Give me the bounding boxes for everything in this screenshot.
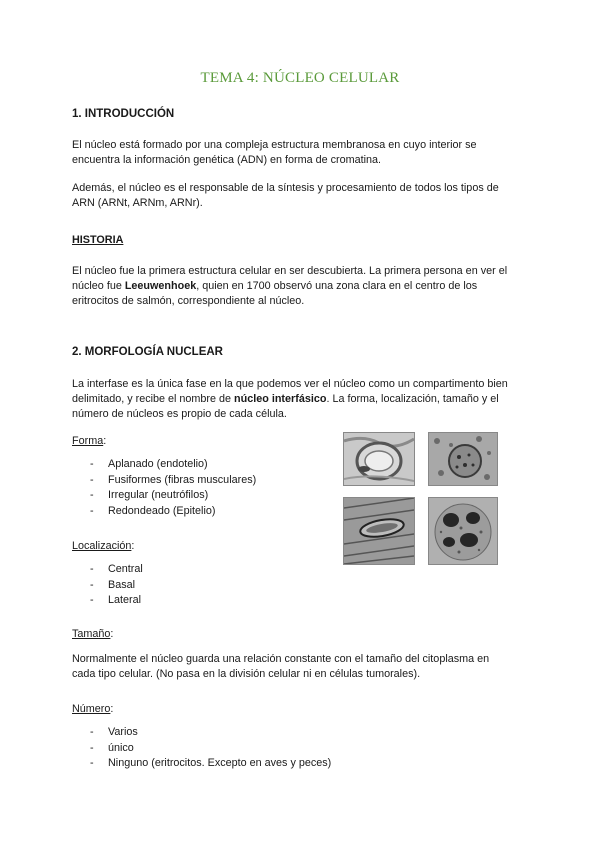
section-heading-introduccion: 1. INTRODUCCIÓN <box>72 108 175 120</box>
text-line: El núcleo fue la primera estructura celular en ser descubierta. La primera persona en ver el <box>72 265 508 277</box>
numero-list <box>90 725 331 772</box>
intro-paragraph-1 <box>72 138 532 168</box>
morfologia-paragraph <box>72 377 532 422</box>
subheading-localizacion: Localización: <box>72 540 135 552</box>
text-line: Normalmente el núcleo guarda una relación constante con el tamaño del citoplasma en <box>72 653 490 665</box>
list-item: - Irregular (neutrófilos) <box>90 488 256 504</box>
tamano-paragraph <box>72 652 532 682</box>
subheading-tamano: Tamaño: <box>72 628 114 640</box>
subheading-forma: Forma: <box>72 435 107 447</box>
text-line: Además, el núcleo es el responsable de la síntesis y procesamiento de todos los tipos de <box>72 182 499 194</box>
micrograph-endothelium <box>343 432 415 486</box>
text-line: eritrocitos de salmón, correspondiente al núcleo. <box>72 295 305 307</box>
text-line: núcleo fue Leeuwenhoek, quien en 1700 observó una zona clara en el centro de los <box>72 280 478 292</box>
nucleo-interfasico-term: núcleo interfásico <box>234 393 327 405</box>
text-line: número de núcleos es propio de cada célula. <box>72 408 287 420</box>
list-item: - Aplanado (endotelio) <box>90 457 256 473</box>
text-line: encuentra la información genética (ADN) en forma de cromatina. <box>72 154 382 166</box>
micrograph-neutrophil <box>428 497 498 565</box>
micrograph-epithelium <box>428 432 498 486</box>
list-item: - Basal <box>90 578 143 594</box>
list-item: - Varios <box>90 725 331 741</box>
list-item: - único <box>90 741 331 757</box>
micrograph-muscle-fiber <box>343 497 415 565</box>
section-heading-morfologia: 2. MORFOLOGÍA NUCLEAR <box>72 346 223 358</box>
list-item: - Central <box>90 562 143 578</box>
list-item: - Fusiformes (fibras musculares) <box>90 473 256 489</box>
text-line: cada tipo celular. (No pasa en la división celular ni en células tumorales). <box>72 668 421 680</box>
forma-list <box>90 457 256 519</box>
list-item: - Lateral <box>90 593 143 609</box>
subheading-historia: HISTORIA <box>72 234 124 246</box>
text-line: El núcleo está formado por una compleja estructura membranosa en cuyo interior se <box>72 139 477 151</box>
subheading-numero: Número: <box>72 703 114 715</box>
list-item: - Redondeado (Epitelio) <box>90 504 256 520</box>
intro-paragraph-2 <box>72 181 532 211</box>
leeuwenhoek-name: Leeuwenhoek <box>124 280 197 292</box>
localizacion-list <box>90 562 143 609</box>
historia-paragraph <box>72 264 532 309</box>
page-title: TEMA 4: NÚCLEO CELULAR <box>200 70 400 86</box>
text-line: La interfase es la única fase en la que podemos ver el núcleo como un compartimento bien <box>72 378 508 390</box>
text-line: delimitado, y recibe el nombre de núcleo interfásico. La forma, localización, tamaño y el <box>72 393 499 405</box>
list-item: - Ninguno (eritrocitos. Excepto en aves y peces) <box>90 756 331 772</box>
text-line: ARN (ARNt, ARNm, ARNr). <box>72 197 203 209</box>
